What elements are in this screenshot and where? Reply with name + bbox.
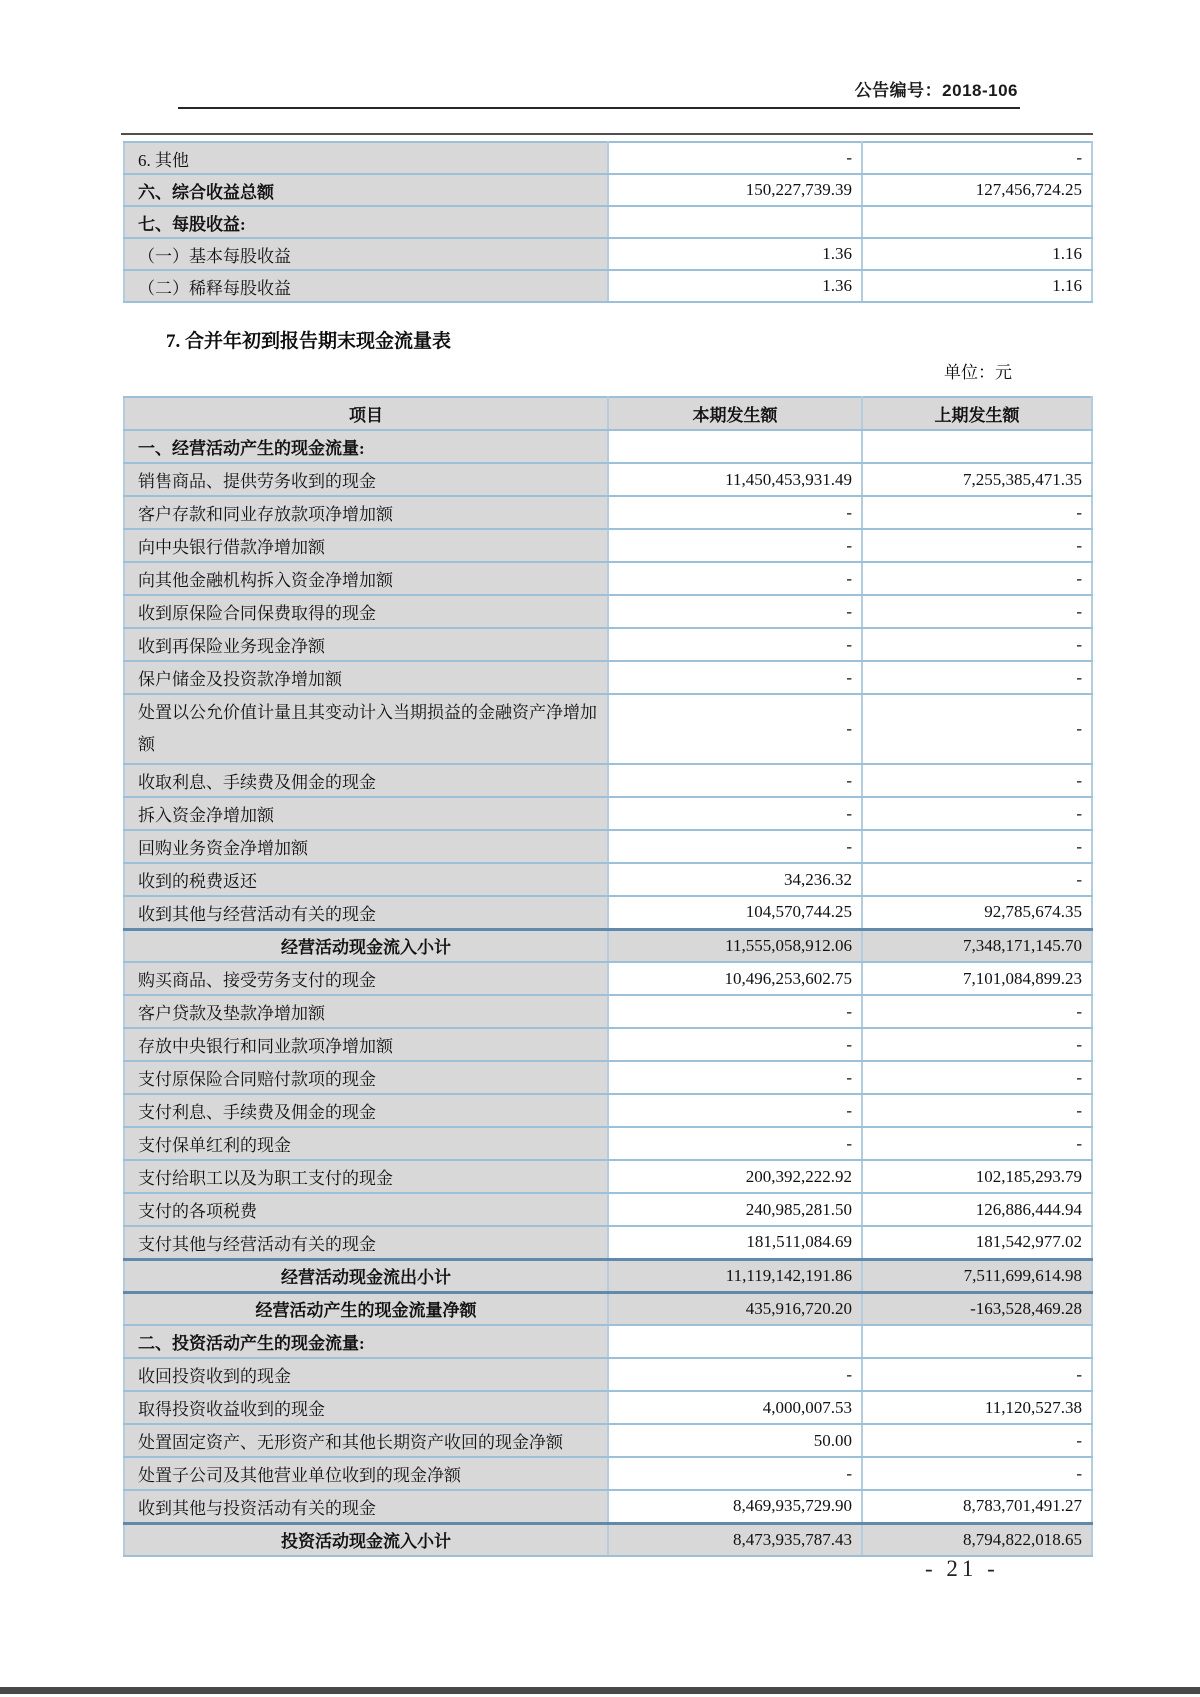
table-row <box>124 764 1092 797</box>
prior-amount-cell: - <box>862 1094 1092 1127</box>
table-row <box>124 529 1092 562</box>
item-label-cell: 收到再保险业务现金净额 <box>124 628 608 661</box>
item-label-cell: 经营活动产生的现金流量净额 <box>124 1292 608 1325</box>
table-row <box>124 1061 1092 1094</box>
table-row <box>124 1094 1092 1127</box>
prior-amount-cell: - <box>862 1127 1092 1160</box>
current-amount-cell: 11,119,142,191.86 <box>608 1259 862 1292</box>
current-amount-cell: - <box>608 142 862 174</box>
current-amount-cell: - <box>608 1358 862 1391</box>
table-row <box>124 1259 1092 1292</box>
item-label-cell: 处置以公允价值计量且其变动计入当期损益的金融资产净增加额 <box>124 694 608 764</box>
prior-amount-cell: -163,528,469.28 <box>862 1292 1092 1325</box>
section-title: 7. 合并年初到报告期末现金流量表 <box>166 331 452 352</box>
item-label-cell: 支付给职工以及为职工支付的现金 <box>124 1160 608 1193</box>
prior-amount-cell: - <box>862 830 1092 863</box>
table-row <box>124 1490 1092 1523</box>
item-label-cell: 经营活动现金流出小计 <box>124 1259 608 1292</box>
prior-amount-cell: 127,456,724.25 <box>862 174 1092 206</box>
table-row <box>124 830 1092 863</box>
scan-bottom-edge <box>0 1687 1200 1694</box>
prior-amount-cell: - <box>862 661 1092 694</box>
current-amount-cell: - <box>608 529 862 562</box>
current-amount-cell <box>608 430 862 463</box>
current-amount-cell: - <box>608 1457 862 1490</box>
prior-amount-cell: - <box>862 529 1092 562</box>
current-amount-cell: 11,450,453,931.49 <box>608 463 862 496</box>
prior-amount-cell: - <box>862 797 1092 830</box>
top-table-upper-edge <box>121 133 1093 135</box>
current-amount-cell: - <box>608 562 862 595</box>
item-label-cell: （一）基本每股收益 <box>124 238 608 270</box>
item-label-cell: 客户存款和同业存放款项净增加额 <box>124 496 608 529</box>
current-amount-cell: 10,496,253,602.75 <box>608 962 862 995</box>
item-label-cell: 向中央银行借款净增加额 <box>124 529 608 562</box>
current-amount-cell: - <box>608 628 862 661</box>
table-row <box>124 863 1092 896</box>
table-row <box>124 929 1092 962</box>
item-label-cell: 支付原保险合同赔付款项的现金 <box>124 1061 608 1094</box>
item-label-cell: 存放中央银行和同业款项净增加额 <box>124 1028 608 1061</box>
prior-amount-cell: - <box>862 863 1092 896</box>
table-row <box>124 1358 1092 1391</box>
current-amount-cell: 8,469,935,729.90 <box>608 1490 862 1523</box>
prior-amount-cell: - <box>862 595 1092 628</box>
table-row <box>124 562 1092 595</box>
cash-flow-table <box>123 396 1093 1557</box>
table-row <box>124 661 1092 694</box>
item-label-cell: 六、综合收益总额 <box>124 174 608 206</box>
item-label-cell: 支付利息、手续费及佣金的现金 <box>124 1094 608 1127</box>
column-header-prior-period: 上期发生额 <box>862 397 1092 430</box>
current-amount-cell: 104,570,744.25 <box>608 896 862 929</box>
current-amount-cell: 181,511,084.69 <box>608 1226 862 1259</box>
prior-amount-cell: - <box>862 496 1092 529</box>
item-label-cell: 购买商品、接受劳务支付的现金 <box>124 962 608 995</box>
page-number: - 21 - <box>925 1556 999 1581</box>
current-amount-cell: 50.00 <box>608 1424 862 1457</box>
current-amount-cell <box>608 1325 862 1358</box>
item-label-cell: 收取利息、手续费及佣金的现金 <box>124 764 608 797</box>
column-header-current-period: 本期发生额 <box>608 397 862 430</box>
table-row <box>124 238 1092 270</box>
prior-amount-cell: - <box>862 562 1092 595</box>
current-amount-cell: 150,227,739.39 <box>608 174 862 206</box>
table-row <box>124 1028 1092 1061</box>
table-row <box>124 1523 1092 1556</box>
current-amount-cell: 8,473,935,787.43 <box>608 1523 862 1556</box>
item-label-cell: 收到其他与经营活动有关的现金 <box>124 896 608 929</box>
prior-amount-cell: 8,783,701,491.27 <box>862 1490 1092 1523</box>
table-row <box>124 1226 1092 1259</box>
item-label-cell: 支付的各项税费 <box>124 1193 608 1226</box>
prior-amount-cell: 102,185,293.79 <box>862 1160 1092 1193</box>
item-label-cell: 取得投资收益收到的现金 <box>124 1391 608 1424</box>
prior-amount-cell: - <box>862 1061 1092 1094</box>
column-header-item: 项目 <box>124 397 608 430</box>
prior-amount-cell: 1.16 <box>862 238 1092 270</box>
current-amount-cell: - <box>608 830 862 863</box>
item-label-cell: 支付其他与经营活动有关的现金 <box>124 1226 608 1259</box>
prior-amount-cell <box>862 430 1092 463</box>
table-row <box>124 1325 1092 1358</box>
prior-amount-cell: - <box>862 1358 1092 1391</box>
item-label-cell: 处置子公司及其他营业单位收到的现金净额 <box>124 1457 608 1490</box>
income-summary-table <box>123 141 1093 303</box>
current-amount-cell: - <box>608 661 862 694</box>
item-label-cell: 收回投资收到的现金 <box>124 1358 608 1391</box>
prior-amount-cell: - <box>862 1028 1092 1061</box>
header-rule <box>178 107 1020 109</box>
table-row <box>124 797 1092 830</box>
item-label-cell: 回购业务资金净增加额 <box>124 830 608 863</box>
current-amount-cell: - <box>608 1094 862 1127</box>
item-label-cell: 收到其他与投资活动有关的现金 <box>124 1490 608 1523</box>
prior-amount-cell: - <box>862 628 1092 661</box>
current-amount-cell: 1.36 <box>608 270 862 302</box>
prior-amount-cell: 181,542,977.02 <box>862 1226 1092 1259</box>
current-amount-cell: - <box>608 764 862 797</box>
table-row <box>124 496 1092 529</box>
table-row <box>124 174 1092 206</box>
table-row <box>124 463 1092 496</box>
prior-amount-cell: 7,101,084,899.23 <box>862 962 1092 995</box>
item-label-cell: 投资活动现金流入小计 <box>124 1523 608 1556</box>
prior-amount-cell: 11,120,527.38 <box>862 1391 1092 1424</box>
item-label-cell: 经营活动现金流入小计 <box>124 929 608 962</box>
table-row <box>124 1193 1092 1226</box>
table-row <box>124 430 1092 463</box>
prior-amount-cell: 92,785,674.35 <box>862 896 1092 929</box>
table-row <box>124 595 1092 628</box>
prior-amount-cell: - <box>862 764 1092 797</box>
item-label-cell: 处置固定资产、无形资产和其他长期资产收回的现金净额 <box>124 1424 608 1457</box>
item-label-cell: （二）稀释每股收益 <box>124 270 608 302</box>
prior-amount-cell: 8,794,822,018.65 <box>862 1523 1092 1556</box>
table-row <box>124 694 1092 764</box>
table-row <box>124 1424 1092 1457</box>
table-row <box>124 1457 1092 1490</box>
table-row <box>124 628 1092 661</box>
table-row <box>124 1160 1092 1193</box>
unit-label: 单位：元 <box>944 363 1012 382</box>
prior-amount-cell: - <box>862 694 1092 764</box>
prior-amount-cell: - <box>862 142 1092 174</box>
table-header-row <box>124 397 1092 430</box>
prior-amount-cell: 126,886,444.94 <box>862 1193 1092 1226</box>
table-row <box>124 1391 1092 1424</box>
item-label-cell: 收到原保险合同保费取得的现金 <box>124 595 608 628</box>
table-row <box>124 206 1092 238</box>
current-amount-cell <box>608 206 862 238</box>
current-amount-cell: - <box>608 694 862 764</box>
current-amount-cell: 200,392,222.92 <box>608 1160 862 1193</box>
prior-amount-cell: 7,255,385,471.35 <box>862 463 1092 496</box>
item-label-cell: 客户贷款及垫款净增加额 <box>124 995 608 1028</box>
current-amount-cell: 4,000,007.53 <box>608 1391 862 1424</box>
item-label-cell: 二、投资活动产生的现金流量: <box>124 1325 608 1358</box>
prior-amount-cell <box>862 1325 1092 1358</box>
current-amount-cell: - <box>608 995 862 1028</box>
current-amount-cell: - <box>608 1127 862 1160</box>
prior-amount-cell: - <box>862 1457 1092 1490</box>
current-amount-cell: - <box>608 496 862 529</box>
current-amount-cell: 1.36 <box>608 238 862 270</box>
table-row <box>124 962 1092 995</box>
prior-amount-cell: 7,511,699,614.98 <box>862 1259 1092 1292</box>
prior-amount-cell: - <box>862 1424 1092 1457</box>
item-label-cell: 收到的税费返还 <box>124 863 608 896</box>
table-row <box>124 270 1092 302</box>
item-label-cell: 保户储金及投资款净增加额 <box>124 661 608 694</box>
current-amount-cell: 435,916,720.20 <box>608 1292 862 1325</box>
current-amount-cell: - <box>608 595 862 628</box>
current-amount-cell: - <box>608 1061 862 1094</box>
item-label-cell: 拆入资金净增加额 <box>124 797 608 830</box>
current-amount-cell: - <box>608 1028 862 1061</box>
table-row <box>124 995 1092 1028</box>
table-row <box>124 896 1092 929</box>
item-label-cell: 一、经营活动产生的现金流量: <box>124 430 608 463</box>
item-label-cell: 七、每股收益: <box>124 206 608 238</box>
item-label-cell: 销售商品、提供劳务收到的现金 <box>124 463 608 496</box>
prior-amount-cell: 1.16 <box>862 270 1092 302</box>
item-label-cell: 支付保单红利的现金 <box>124 1127 608 1160</box>
current-amount-cell: 240,985,281.50 <box>608 1193 862 1226</box>
table-row <box>124 1292 1092 1325</box>
item-label-cell: 向其他金融机构拆入资金净增加额 <box>124 562 608 595</box>
current-amount-cell: 34,236.32 <box>608 863 862 896</box>
current-amount-cell: - <box>608 797 862 830</box>
table-row <box>124 142 1092 174</box>
doc-number: 公告编号：2018-106 <box>854 81 1018 100</box>
table-row <box>124 1127 1092 1160</box>
prior-amount-cell: 7,348,171,145.70 <box>862 929 1092 962</box>
current-amount-cell: 11,555,058,912.06 <box>608 929 862 962</box>
item-label-cell: 6. 其他 <box>124 142 608 174</box>
prior-amount-cell: - <box>862 995 1092 1028</box>
prior-amount-cell <box>862 206 1092 238</box>
